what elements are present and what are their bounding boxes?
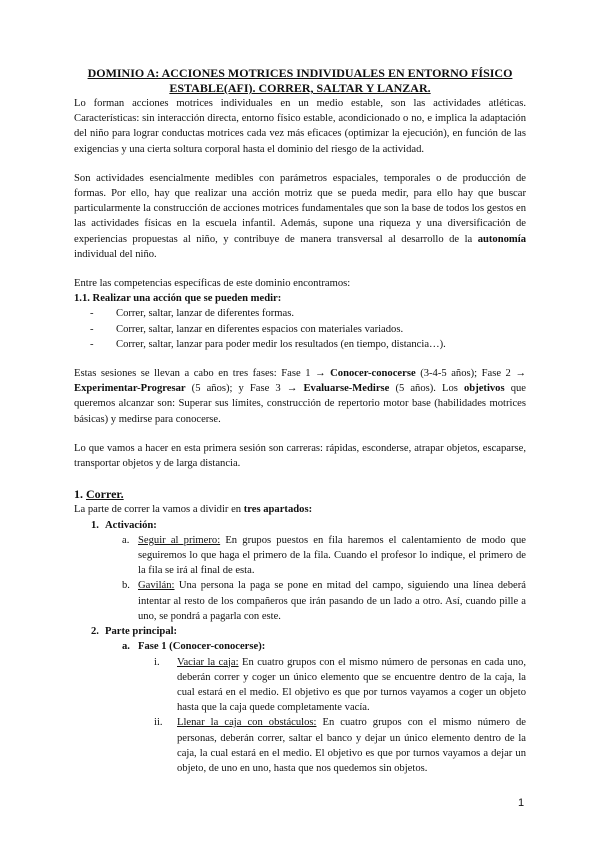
item-text: En cuatro grupos con el mismo número de personas en cada uno, deberán correr y coger un único elemento que se encuentre dentro de la caja, la cual estará en el medio. El objetivo es que por turnos vayamos a coger un objeto hasta que la caja quede completamente vacía. (177, 656, 526, 714)
intro-paragraph: Lo forman acciones motrices individuales en un medio estable, son las actividades atléticas. Características: sin interacción directa, entorno físico estable, acondicionado o no, e implica la adaptación del niño para lograr conductas motrices cada vez más eficaces (optimizar la ejecución), en función de las exigencias y una cierta soltura corporal hasta el dominio del riesgo de la actividad. (74, 98, 526, 155)
section-intro-bold: tres apartados: (243, 504, 313, 516)
page-content (74, 66, 526, 776)
item-title: Vaciar la caja: (177, 656, 239, 668)
list-item: - Correr, saltar, lanzar en diferentes espacios con materiales variados. (74, 322, 526, 337)
section-heading-correr (74, 487, 526, 502)
item-title: Gavilán: (138, 580, 175, 592)
measurable-paragraph (74, 171, 526, 262)
activation-item-a (74, 533, 526, 579)
phases-text: Estas sesiones se llevan a cabo en tres fases: Fase 1 → (74, 368, 326, 380)
section-label: Correr. (86, 487, 124, 502)
item-number: b. (122, 580, 130, 592)
item-label: Activación: (105, 519, 157, 531)
section-intro (74, 502, 526, 517)
phase-3-name: Evaluarse-Medirse (303, 383, 390, 395)
phase-1-item-ii (74, 715, 526, 776)
item-number: a. (122, 534, 130, 546)
phase-1-heading (74, 639, 526, 654)
section-number: 1. (74, 487, 83, 502)
page-number: 1 (518, 797, 525, 809)
title-line-1: DOMINIO A: ACCIONES MOTRICES INDIVIDUALES EN ENTORNO FÍSICO (87, 66, 513, 80)
objectives-term: objetivos (464, 383, 505, 395)
phase-2-name: Experimentar-Progresar (74, 383, 186, 395)
activation-heading (74, 518, 526, 533)
item-label: Parte principal: (105, 626, 178, 638)
list-item: - Correr, saltar, lanzar para poder medir los resultados (en tiempo, distancia…). (74, 337, 526, 352)
main-part-heading (74, 624, 526, 639)
session-paragraph: Lo que vamos a hacer en esta primera sesión son carreras: rápidas, esconderse, atrapar objetos, escaparse, transportar objetos y de larga distancia. (74, 442, 526, 470)
competencies-intro: Entre las competencias específicas de este dominio encontramos: (74, 278, 351, 290)
phase-1-item-i (74, 655, 526, 716)
item-title: Seguir al primero: (138, 534, 221, 546)
list-item: - Correr, saltar, lanzar de diferentes formas. (74, 306, 526, 321)
phases-paragraph (74, 366, 526, 427)
item-title: Llenar la caja con obstáculos: (177, 717, 317, 729)
phase-1-name: Conocer-conocerse (330, 368, 416, 380)
section-intro-text: La parte de correr la vamos a dividir en (74, 504, 242, 516)
title-line-2: ESTABLE(AFI). CORRER, SALTAR Y LANZAR. (169, 81, 431, 95)
item-number: 2. (91, 626, 99, 638)
phases-text: que queremos alcanzar son: Superar sus límites, construcción de repertorio motor base (habilidades motrices básicas) y medirse para conocerse. (74, 383, 526, 425)
item-text: En cuatro grupos con el mismo número de personas, deberán correr, saltar el banco y dejar un único elemento dentro de la caja, la cual estará en el medio. El objetivo es que por turnos vayamos a dejar un objeto, de uno en uno, hasta que nos quedemos sin objetos. (177, 717, 526, 774)
item-number: 1. (91, 519, 99, 531)
activation-item-b (74, 578, 526, 624)
measurable-paragraph-end: individual del niño. (74, 248, 157, 260)
item-label: Fase 1 (Conocer-conocerse): (138, 641, 266, 653)
document-title (74, 66, 526, 96)
measurable-paragraph-text: Son actividades esencialmente medibles con parámetros espaciales, temporales o de producción de formas. Por ello, hay que realizar una acción motriz que se pueda medir, para ello hay que buscar particularmente la construcción de acciones motrices fundamentales que son la base de todos los gestos en las actividades físicas en la escuela infantil. Además, supone una riqueza y una diversificación de experiencias propuestas al niño, y contribuye de manera transversal al desarrollo de la (74, 172, 526, 245)
item-number: a. (122, 641, 130, 653)
item-text: En grupos puestos en fila haremos el calentamiento de modo que seguiremos lo que haga el primero de la fila. Cuando el profesor lo indique, el primero de la fila se irá al final de esta. (138, 534, 526, 577)
competency-list (74, 306, 526, 352)
phases-text: (5 años); y Fase 3 → (191, 383, 298, 395)
item-number: ii. (154, 717, 163, 729)
item-text: Una persona la paga se pone en mitad del campo, siguiendo una línea deberá intentar al resto de los compañeros que irán pasando de un lado a otro. Así, cuando pille a uno, se pondrá a pagarla con este. (138, 580, 526, 622)
phases-text: (3-4-5 años); Fase 2 → (420, 368, 526, 380)
competency-heading: 1.1. Realizar una acción que se pueden medir: (74, 293, 282, 305)
phases-text: (5 años). Los (395, 383, 458, 395)
autonomy-term: autonomía (477, 233, 526, 245)
item-number: i. (154, 656, 160, 668)
